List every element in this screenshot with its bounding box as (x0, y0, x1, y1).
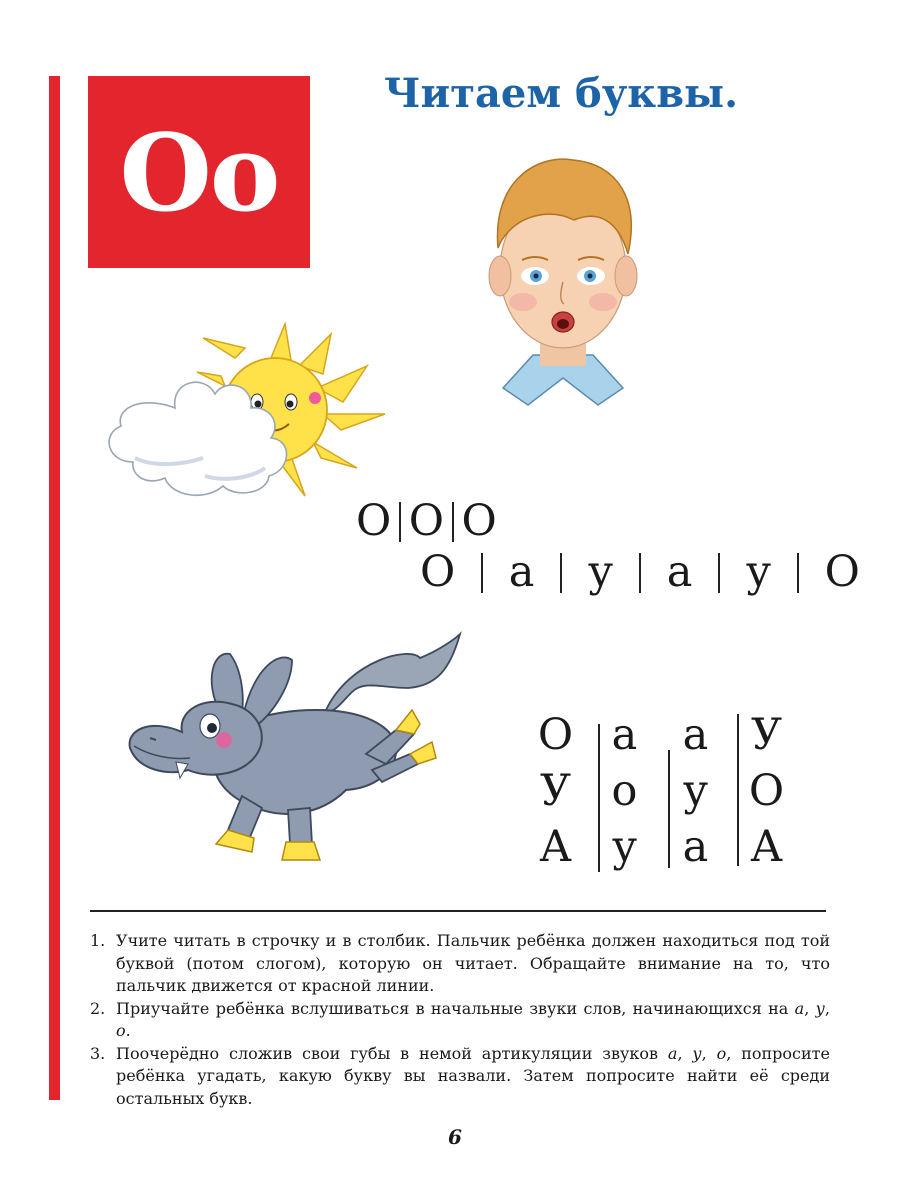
grid-cell: У (750, 710, 783, 760)
note-item: 3. Поочерёдно сложив свои губы в немой артикуляции звуков а, у, о, попросите ребёнка угадать, какую букву вы назвали. Затем попросите найти её среди остальных букв. (90, 1043, 830, 1108)
sun-cloud-illustration (85, 318, 400, 518)
letter-row-2 (420, 547, 860, 597)
row2-letter-3: у (587, 547, 614, 597)
note-letter: о (716, 1043, 727, 1063)
note-letter: у (815, 998, 825, 1018)
row2-divider (481, 553, 483, 593)
page-title: Читаем буквы. (384, 70, 739, 117)
note-text: Учите читать в строчку и в столбик. Пальчик ребёнка должен находиться под той буквой (потом слогом), которую он читает. Обращайте внимание на то, что пальчик движется от красной линии. (116, 931, 830, 995)
grid-cell: у (611, 822, 638, 872)
note-text: Поочерёдно сложив свои губы в немой артикуляции звуков (116, 1043, 668, 1063)
grid-cell: А (539, 822, 572, 872)
grid-cell: о (611, 766, 638, 816)
grid-cell: у (682, 766, 709, 816)
row2-divider (797, 553, 799, 593)
page-number: 6 (448, 1125, 462, 1149)
boy-illustration (478, 150, 648, 410)
row2-letter-2: а (508, 547, 535, 597)
row2-letter-4: а (666, 547, 693, 597)
grid-cell: О (748, 766, 785, 816)
letter-row-1 (356, 496, 497, 546)
note-number: 3. (90, 1043, 106, 1063)
grid-cell: У (539, 766, 572, 816)
note-letter: а (794, 998, 805, 1018)
grid-cell: а (611, 710, 638, 760)
letter-grid (534, 710, 802, 872)
note-text: , попросите ребёнка угадать, какую букву вы назвали. Затем попросите найти её среди остальных букв. (116, 1043, 830, 1108)
letter-box (88, 76, 310, 268)
row1-letter-1: О (356, 496, 392, 546)
donkey-illustration (120, 630, 465, 870)
grid-cell: О (537, 710, 574, 760)
row1-divider (399, 502, 401, 542)
row2-divider (718, 553, 720, 593)
note-letter: а (667, 1043, 678, 1063)
note-item: 2. Приучайте ребёнка вслушиваться в начальные звуки слов, начинающихся на а, у, о. (90, 998, 831, 1040)
note-item (90, 930, 830, 998)
row2-letter-1: О (420, 547, 456, 597)
notes-divider (90, 910, 826, 912)
note-text: Приучайте ребёнка вслушиваться в начальные звуки слов, начинающихся на (116, 998, 795, 1018)
red-margin-line (49, 76, 60, 1100)
grid-cell: а (682, 822, 709, 872)
row2-letter-5: у (745, 547, 772, 597)
row2-letter-6: О (824, 547, 860, 597)
note-letter: о (116, 1021, 126, 1040)
grid-cell: А (750, 822, 783, 872)
row2-divider (560, 553, 562, 593)
teacher-notes (90, 930, 830, 1110)
note-text: . (125, 1021, 131, 1040)
note-number: 2. (90, 998, 106, 1018)
row2-divider (639, 553, 641, 593)
letter-box-text: Оо (119, 109, 279, 235)
row1-letter-3: О (461, 496, 497, 546)
row1-divider (452, 502, 454, 542)
note-letter: у (692, 1043, 702, 1063)
grid-cell: а (682, 710, 709, 760)
row1-letter-2: О (408, 496, 445, 546)
note-number: 1. (90, 931, 106, 950)
